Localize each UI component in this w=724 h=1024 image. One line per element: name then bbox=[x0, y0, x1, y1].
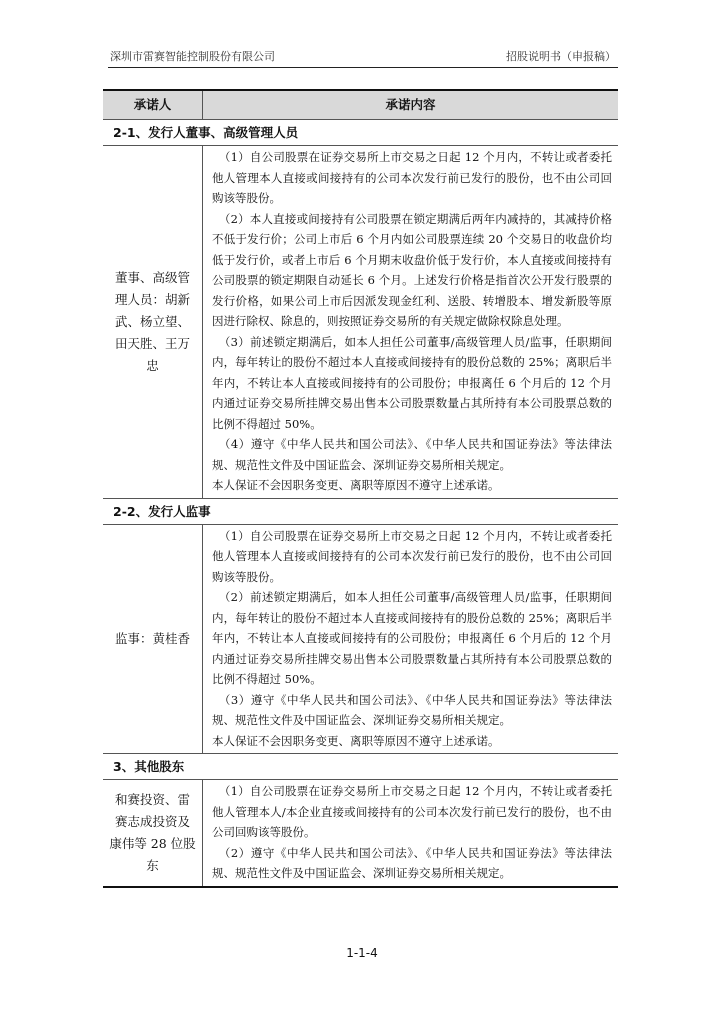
company-name: 深圳市雷赛智能控制股份有限公司 bbox=[110, 50, 275, 63]
section-title: 2-2、发行人监事 bbox=[113, 503, 211, 519]
section-title: 3、其他股东 bbox=[113, 759, 185, 774]
commitment-table bbox=[103, 89, 618, 888]
commitment-content-cell bbox=[203, 780, 618, 886]
page-number: 1-1-4 bbox=[346, 946, 378, 960]
commitment-paragraph: （2）遵守《中华人民共和国公司法》、《中华人民共和国证券法》等法律法规、规范性文件及中国证监会、深圳证券交易所相关规定。 bbox=[212, 845, 612, 880]
commitment-paragraph: （1）自公司股票在证券交易所上市交易之日起 12 个月内，不转让或者委托他人管理本人直接或间接持有的公司本次发行前已发行的股份，也不由公司回购该等股份。 bbox=[212, 528, 612, 584]
section-heading-row bbox=[103, 120, 618, 146]
commitment-paragraph: 本人保证不会因职务变更、离职等原因不遵守上述承诺。 bbox=[212, 733, 500, 748]
column-header-content: 承诺内容 bbox=[385, 97, 436, 112]
promisor-text: 监事：黄桂香 bbox=[114, 630, 190, 646]
commitment-content-cell bbox=[203, 525, 618, 754]
promisor-cell bbox=[103, 525, 203, 754]
section-heading-row bbox=[103, 499, 618, 525]
commitment-paragraph: （4）遵守《中华人民共和国公司法》、《中华人民共和国证券法》等法律法规、规范性文件及中国证监会、深圳证券交易所相关规定。 bbox=[212, 437, 612, 472]
commitment-paragraph: （1）自公司股票在证券交易所上市交易之日起 12 个月内，不转让或者委托他人管理本人/本企业直接或间接持有的公司本次发行前已发行的股份，也不由公司回购该等股份。 bbox=[212, 784, 612, 839]
table-row bbox=[103, 780, 618, 886]
commitment-paragraph: 本人保证不会因职务变更、离职等原因不遵守上述承诺。 bbox=[212, 478, 500, 492]
table-row bbox=[103, 146, 618, 499]
section-heading-row bbox=[103, 754, 618, 780]
commitment-content-cell bbox=[203, 146, 618, 498]
promisor-text: 和赛投资、雷赛志成投资及康伟等 28 位股东 bbox=[109, 791, 196, 873]
table-row bbox=[103, 525, 618, 755]
section-title: 2-1、发行人董事、高级管理人员 bbox=[113, 125, 299, 140]
page-header bbox=[108, 50, 618, 68]
promisor-cell bbox=[103, 780, 203, 886]
table-header-row bbox=[103, 91, 618, 120]
promisor-cell bbox=[103, 146, 203, 498]
commitment-paragraph: （1）自公司股票在证券交易所上市交易之日起 12 个月内，不转让或者委托他人管理本人直接或间接持有的公司本次发行前已发行的股份，也不由公司回购该等股份。 bbox=[212, 150, 612, 205]
promisor-text: 董事、高级管理人员：胡新武、杨立望、田天胜、王万忠 bbox=[114, 269, 190, 373]
commitment-paragraph: （2）本人直接或间接持有公司股票在锁定期满后两年内减持的，其减持价格不低于发行价；公司上市后 6 个月内如公司股票连续 20 个交易日的收盘价均低于发行价，或者上市后 6 个月期末收盘价低于发行价，本人直接或间接持有公司股票的锁定期限自动延长 6 个月。上述发行价格是指首次公开发行股票的发行价格，如果公司上市后因派发现金红利、送股、转增股本、增发新股等原因进行除权、除息的，则按照证券交易所的有关规定做除权除息处理。 bbox=[212, 211, 612, 328]
commitment-paragraph: （3）遵守《中华人民共和国公司法》、《中华人民共和国证券法》等法律法规、规范性文件及中国证监会、深圳证券交易所相关规定。 bbox=[212, 692, 612, 727]
commitment-paragraph: （2）前述锁定期满后，如本人担任公司董事/高级管理人员/监事，任职期间内，每年转让的股份不超过本人直接或间接持有的股份总数的 25%；离职后半年内，不转让本人直接或间接持有的公司股份；申报离任 6 个月后的 12 个月内通过证券交易所挂牌交易出售本公司股票数量占其所持有本公司股票总数的比例不得超过 50%。 bbox=[212, 590, 612, 686]
document-title: 招股说明书（申报稿） bbox=[506, 50, 616, 63]
commitment-paragraph: （3）前述锁定期满后，如本人担任公司董事/高级管理人员/监事，任职期间内，每年转让的股份不超过本人直接或间接持有的股份总数的 25%；离职后半年内，不转让本人直接或间接持有的公司股份；申报离任 6 个月后的 12 个月内通过证券交易所挂牌交易出售本公司股票数量占其所持有本公司股票总数的比例不得超过 50%。 bbox=[212, 334, 612, 431]
column-header-promisor: 承诺人 bbox=[103, 91, 203, 119]
